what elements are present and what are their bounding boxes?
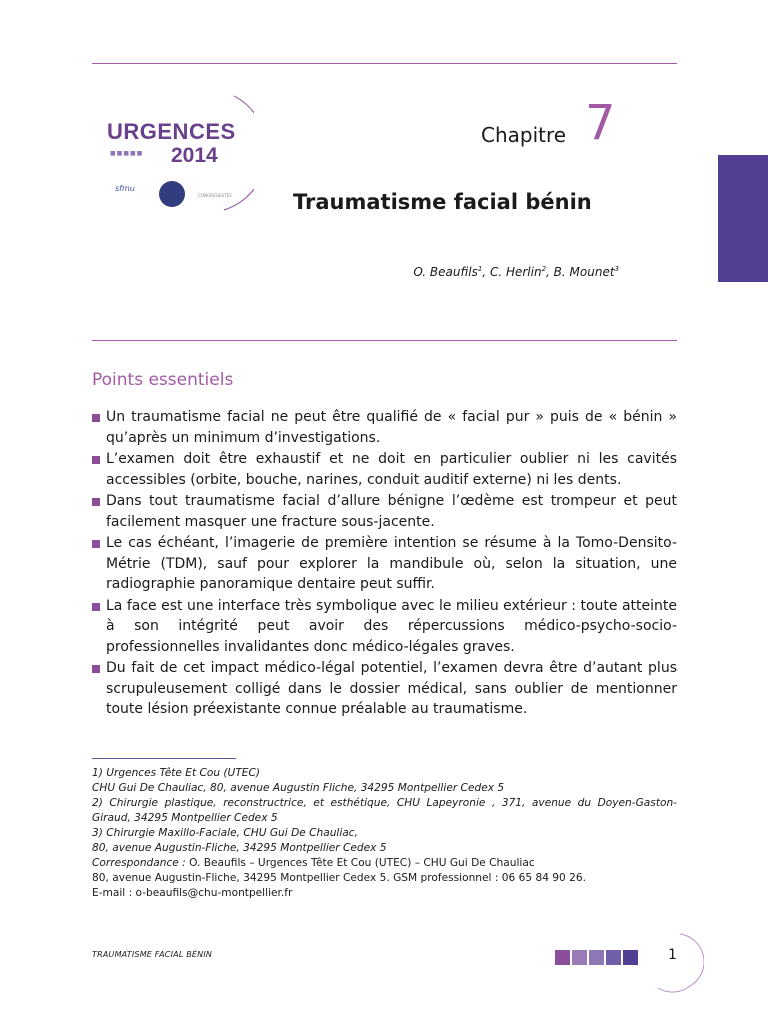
top-rule [92, 63, 677, 64]
footer-square [606, 950, 621, 965]
author-name: B. Mounet [553, 265, 615, 279]
bullet-square-icon [92, 540, 100, 548]
footnotes [92, 766, 677, 901]
list-item [92, 533, 677, 595]
list-item-text: L’examen doit être exhaustif et ne doit en particulier oublier ni les cavités accessibles (orbite, bouche, narines, conduit auditif externe) ni les dents. [106, 451, 677, 488]
footnote-line: 2) Chirurgie plastique, reconstructrice, et esthétique, CHU Lapeyronie , 371, avenue du Doyen-Gaston-Giraud, 34295 Montpellier Cedex 5 [92, 797, 677, 824]
author-name: O. Beaufils [413, 265, 478, 279]
correspondance-line [92, 856, 677, 871]
correspondance-email: E-mail : o-beaufils@chu-montpellier.fr [92, 887, 293, 899]
sfmu-logo: sfmu [115, 184, 135, 193]
correspondance-label: Correspondance : [92, 857, 186, 869]
list-item [92, 491, 677, 532]
section-rule [92, 340, 677, 341]
footer-square [572, 950, 587, 965]
society-seal-icon [159, 181, 185, 207]
chapter-label: Chapitre [481, 123, 567, 147]
correspondance-address: 80, avenue Augustin-Fliche, 34295 Montpellier Cedex 5. GSM professionnel : 06 65 84 90 26. [92, 872, 586, 884]
list-item [92, 596, 677, 658]
bullet-square-icon [92, 498, 100, 506]
author-separator: , [482, 265, 490, 279]
footnote-line: 1) Urgences Tête Et Cou (UTEC) [92, 767, 261, 779]
chapter-number: 7 [585, 95, 616, 151]
list-item [92, 449, 677, 490]
author-affiliation: 2 [541, 265, 547, 273]
page-number: 1 [668, 947, 677, 963]
list-item-text: Dans tout traumatisme facial d’allure bénigne l’œdème est trompeur et peut facilement masquer une fracture sous-jacente. [106, 493, 677, 530]
list-item-text: Le cas échéant, l’imagerie de première intention se résume à la Tomo-Densito-Métrie (TDM), sauf pour explorer la mandibule où, selon la situation, une radiographie panoramique dentaire peut suffir. [106, 535, 677, 592]
chapter-heading [481, 95, 661, 155]
logo-small-text: CONGRESSISTES [198, 193, 232, 198]
logo-text-urgences: URGENCES [107, 119, 236, 144]
list-item-text: La face est une interface très symbolique avec le milieu extérieur : toute atteinte à son intégrité peut avoir des répercussions médico-psycho-socio-professionnelles invalidantes donc médico-légales graves. [106, 597, 677, 655]
page-number-badge [640, 930, 704, 994]
list-item-text: Un traumatisme facial ne peut être qualifié de « facial pur » puis de « bénin » qu’après un minimum d’investigations. [106, 409, 677, 446]
section-heading: Points essentiels [92, 370, 234, 390]
footer-color-squares [555, 950, 638, 966]
footer-square [589, 950, 604, 965]
bullet-square-icon [92, 414, 100, 422]
author-list [413, 265, 619, 279]
list-item [92, 407, 677, 448]
footnote-line: 80, avenue Augustin-Fliche, 34295 Montpellier Cedex 5 [92, 842, 387, 854]
footnote-rule [92, 758, 236, 759]
chapter-side-tab [718, 155, 768, 282]
footer-square [623, 950, 638, 965]
author-name: C. Herlin [489, 265, 542, 279]
logo-dots: ■■■■■ [110, 150, 144, 157]
chapter-title: Traumatisme facial bénin [293, 190, 592, 214]
urgences-2014-logo [104, 92, 254, 222]
bullet-square-icon [92, 603, 100, 611]
author-affiliation: 3 [614, 265, 619, 273]
author-separator: , [546, 265, 554, 279]
running-title: TRAUMATISME FACIAL BÉNIN [92, 950, 213, 959]
footer-square [555, 950, 570, 965]
footnote-line: CHU Gui De Chauliac, 80, avenue Augustin Fliche, 34295 Montpellier Cedex 5 [92, 782, 505, 794]
logo-text-year: 2014 [171, 144, 218, 167]
list-item [92, 658, 677, 720]
bullet-square-icon [92, 456, 100, 464]
footnote-line: 3) Chirurgie Maxillo-Faciale, CHU Gui De Chauliac, [92, 827, 358, 839]
author-affiliation: 1 [477, 265, 483, 273]
correspondance-text: O. Beaufils – Urgences Tête Et Cou (UTEC) – CHU Gui De Chauliac [185, 857, 535, 869]
bullet-square-icon [92, 665, 100, 673]
key-points-list [92, 407, 677, 721]
list-item-text: Du fait de cet impact médico-légal potentiel, l’examen devra être d’autant plus scrupuleusement colligé dans le dossier médical, sans oublier de mentionner toute lésion préexistante connue préalable au traumatisme. [106, 660, 677, 717]
